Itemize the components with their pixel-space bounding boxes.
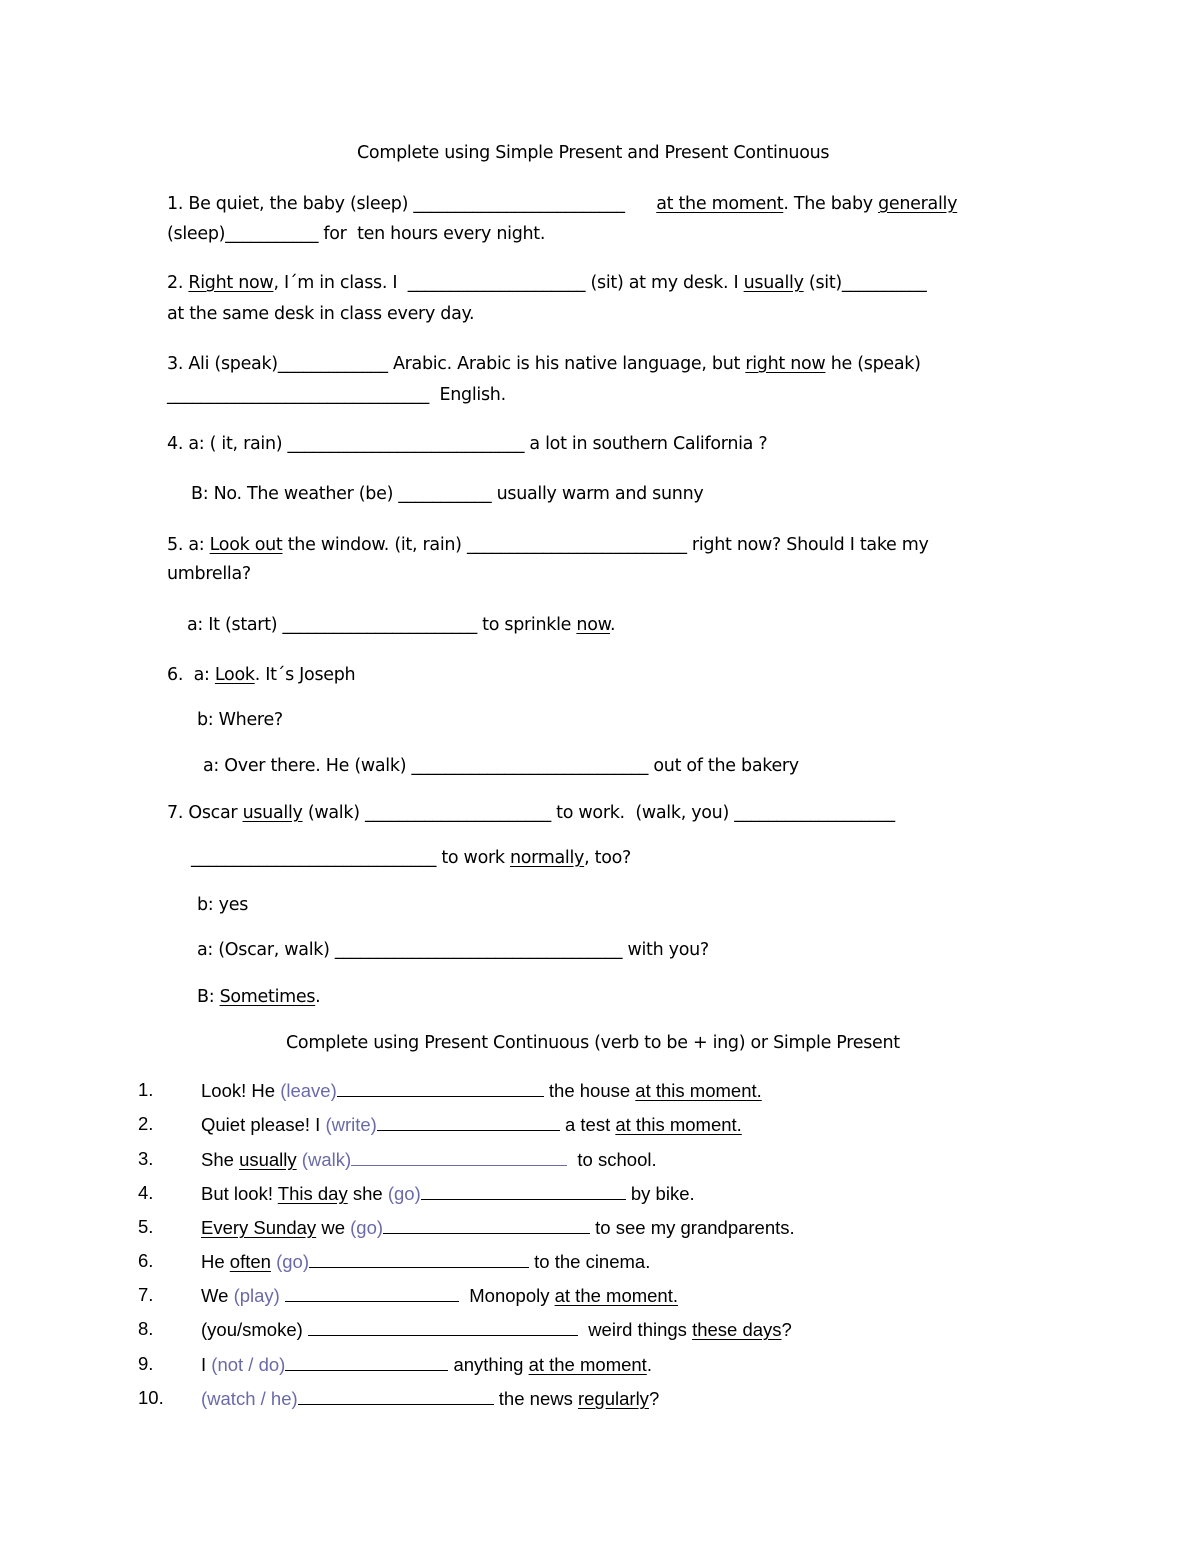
q7-walk: (walk) xyxy=(302,803,365,823)
q5-blank-1[interactable]: __________________________ xyxy=(466,535,687,555)
item-4-text: But look! xyxy=(201,1183,278,1204)
item-1-hint: (leave) xyxy=(280,1080,337,1101)
q5c-text-2: to sprinkle xyxy=(476,615,577,635)
q7-sometimes: Sometimes xyxy=(219,987,316,1007)
q7-text: 7. Oscar xyxy=(167,803,243,823)
q5-line1 xyxy=(167,533,929,557)
item-1-number: 1. xyxy=(138,1079,154,1100)
q3-speak: he (speak) xyxy=(825,354,921,374)
item-7-hint: (play) xyxy=(233,1285,280,1306)
q7d-text-2: with you? xyxy=(622,940,709,960)
q5-look-out: Look out xyxy=(209,535,283,555)
q6c-text: a: Over there. He (walk) xyxy=(203,756,412,776)
q3-line2 xyxy=(167,383,506,407)
q6c-text-2: out of the bakery xyxy=(648,756,799,776)
q7b-text: to work xyxy=(436,848,510,868)
item-8-text: (you/smoke) xyxy=(201,1319,308,1340)
item-9-period: . xyxy=(646,1354,652,1375)
section1-title: Complete using Simple Present and Present Continuous xyxy=(357,143,830,163)
q5-num: 5. a: xyxy=(167,535,210,555)
item-7 xyxy=(201,1283,678,1308)
item-2-hint: (write) xyxy=(325,1114,377,1135)
q6-line3 xyxy=(203,754,799,778)
q3-line1 xyxy=(167,352,921,376)
q6-look: Look xyxy=(214,665,255,685)
q7e-b: B: xyxy=(197,987,220,1007)
q7-line5 xyxy=(197,985,320,1009)
q5-line3 xyxy=(187,613,615,637)
q1-text: 1. Be quiet, the baby (sleep) xyxy=(167,194,414,214)
item-9-text: I xyxy=(201,1354,212,1375)
q2-blank-1[interactable]: _____________________ xyxy=(407,273,586,293)
item-2 xyxy=(201,1112,742,1137)
item-6 xyxy=(201,1249,650,1274)
q7-blank-4[interactable]: __________________________________ xyxy=(334,940,623,960)
item-8-underlined: these days xyxy=(692,1319,782,1340)
item-8 xyxy=(201,1317,792,1342)
item-2-blank[interactable] xyxy=(377,1112,560,1131)
q2-text-2: (sit) at my desk. I xyxy=(585,273,744,293)
q4-text: 4. a: ( it, rain) xyxy=(167,434,288,454)
q6-blank[interactable]: ____________________________ xyxy=(411,756,649,776)
q3-english: English. xyxy=(428,385,506,405)
q1-generally: generally xyxy=(878,194,958,214)
q5-line2: umbrella? xyxy=(167,564,251,584)
item-9-blank[interactable] xyxy=(285,1352,448,1371)
q5c-text: a: It (start) xyxy=(187,615,283,635)
q3-blank-1[interactable]: _____________ xyxy=(277,354,388,374)
q1-text-3: for ten hours every night. xyxy=(318,224,546,244)
item-3-underlined: usually xyxy=(239,1149,297,1170)
item-2-text: Quiet please! I xyxy=(201,1114,326,1135)
item-9 xyxy=(201,1352,652,1377)
item-7-text-2: Monopoly xyxy=(458,1285,555,1306)
q1-text-2: . The baby xyxy=(783,194,879,214)
item-3-text: She xyxy=(201,1149,240,1170)
item-5-number: 5. xyxy=(138,1216,154,1237)
item-1 xyxy=(201,1078,762,1103)
item-6-underlined: often xyxy=(229,1251,271,1272)
q4-blank-1[interactable]: ____________________________ xyxy=(287,434,525,454)
item-10-number: 10. xyxy=(138,1387,164,1408)
q2-text: , I´m in class. I xyxy=(273,273,408,293)
q7-line1 xyxy=(167,801,895,825)
q1-sleep: (sleep) xyxy=(167,224,226,244)
q4-blank-2[interactable]: ___________ xyxy=(398,484,492,504)
q5-blank-2[interactable]: _______________________ xyxy=(282,615,477,635)
q7-line2 xyxy=(191,846,631,870)
q1-blank-1[interactable]: _________________________ xyxy=(413,194,625,214)
q5c-period: . xyxy=(610,615,616,635)
q7b-text-2: , too? xyxy=(584,848,631,868)
item-3-text-2: to school. xyxy=(567,1149,657,1170)
q4b-text-2: usually warm and sunny xyxy=(491,484,704,504)
q1-line1 xyxy=(167,192,957,216)
q3-right-now: right now xyxy=(745,354,826,374)
q2-sit: (sit) xyxy=(803,273,842,293)
item-4 xyxy=(201,1181,695,1206)
item-7-blank[interactable] xyxy=(285,1283,459,1302)
item-8-number: 8. xyxy=(138,1318,154,1339)
q7-blank-3[interactable]: _____________________________ xyxy=(191,848,437,868)
q2-line2: at the same desk in class every day. xyxy=(167,304,475,324)
item-4-blank[interactable] xyxy=(421,1181,626,1200)
item-1-blank[interactable] xyxy=(337,1078,544,1097)
item-7-underlined: at the moment. xyxy=(554,1285,679,1306)
item-10-text: the news xyxy=(493,1388,578,1409)
q4b-text: B: No. The weather (be) xyxy=(191,484,399,504)
item-10 xyxy=(201,1386,659,1411)
q5-now: now xyxy=(576,615,611,635)
item-6-number: 6. xyxy=(138,1250,154,1271)
item-4-text-3: by bike. xyxy=(625,1183,695,1204)
item-4-underlined: This day xyxy=(277,1183,348,1204)
q3-blank-2[interactable]: _______________________________ xyxy=(167,385,429,405)
item-4-number: 4. xyxy=(138,1182,154,1203)
item-9-hint: (not / do) xyxy=(211,1354,286,1375)
q1-blank-2[interactable]: ___________ xyxy=(225,224,319,244)
q5-text: the window. (it, rain) xyxy=(282,535,467,555)
q2-line1 xyxy=(167,271,926,295)
q5-text-2: right now? Should I take my xyxy=(686,535,929,555)
q4-text-2: a lot in southern California ? xyxy=(524,434,768,454)
q6-num: 6. a: xyxy=(167,665,215,685)
item-10-blank[interactable] xyxy=(298,1386,494,1405)
q7-normally: normally xyxy=(509,848,585,868)
q1-line2 xyxy=(167,222,545,246)
q3-text-2: Arabic. Arabic is his native language, but xyxy=(387,354,746,374)
item-6-blank[interactable] xyxy=(309,1249,529,1268)
item-2-text-2: a test xyxy=(559,1114,616,1135)
item-10-hint: (watch / he) xyxy=(201,1388,298,1409)
item-6-text-2: to the cinema. xyxy=(529,1251,651,1272)
item-2-underlined: at this moment. xyxy=(615,1114,742,1135)
item-5-text-2: to see my grandparents. xyxy=(590,1217,795,1238)
item-1-underlined: at this moment. xyxy=(635,1080,762,1101)
q4-line2 xyxy=(191,482,703,506)
item-9-underlined: at the moment xyxy=(528,1354,647,1375)
item-3-hint: (walk) xyxy=(301,1149,352,1170)
item-8-question: ? xyxy=(781,1319,792,1340)
q2-usually: usually xyxy=(743,273,804,293)
item-6-hint: (go) xyxy=(276,1251,309,1272)
q7-text-2: to work. (walk, you) xyxy=(550,803,735,823)
item-3-number: 3. xyxy=(138,1148,154,1169)
item-4-hint: (go) xyxy=(387,1183,421,1204)
q7d-text: a: (Oscar, walk) xyxy=(197,940,335,960)
item-7-text: We xyxy=(201,1285,234,1306)
q7e-period: . xyxy=(315,987,321,1007)
item-5-blank[interactable] xyxy=(383,1215,590,1234)
q7-line3: b: yes xyxy=(197,895,249,915)
item-9-number: 9. xyxy=(138,1353,154,1374)
item-8-blank[interactable] xyxy=(308,1317,578,1336)
item-8-text-2: weird things xyxy=(577,1319,693,1340)
item-1-text-2: the house xyxy=(543,1080,636,1101)
q6-line1 xyxy=(167,663,355,687)
item-7-number: 7. xyxy=(138,1284,154,1305)
q4-line1 xyxy=(167,432,767,456)
item-5-underlined: Every Sunday xyxy=(201,1217,317,1238)
item-4-text-2: she xyxy=(347,1183,388,1204)
q2-num: 2. xyxy=(167,273,189,293)
item-9-text-2: anything xyxy=(448,1354,529,1375)
item-10-question: ? xyxy=(648,1388,660,1409)
q2-blank-2[interactable]: __________ xyxy=(841,273,927,293)
item-5 xyxy=(201,1215,795,1240)
item-5-hint: (go) xyxy=(350,1217,384,1238)
q7-blank-2[interactable]: ___________________ xyxy=(734,803,895,823)
item-3 xyxy=(201,1147,657,1172)
q6-text: . It´s Joseph xyxy=(254,665,356,685)
q6-line2: b: Where? xyxy=(197,710,283,730)
item-10-underlined: regularly xyxy=(577,1388,649,1409)
q7-usually: usually xyxy=(242,803,303,823)
section2-title: Complete using Present Continuous (verb to be + ing) or Simple Present xyxy=(286,1033,900,1053)
q1-at-the-moment: at the moment xyxy=(656,194,784,214)
item-3-blank[interactable] xyxy=(351,1147,567,1166)
q2-right-now: Right now xyxy=(188,273,274,293)
q7-blank-1[interactable]: ______________________ xyxy=(365,803,551,823)
item-1-text: Look! He xyxy=(201,1080,281,1101)
q3-text: 3. Ali (speak) xyxy=(167,354,278,374)
q7-line4 xyxy=(197,938,709,962)
item-6-text: He xyxy=(201,1251,230,1272)
item-2-number: 2. xyxy=(138,1113,154,1134)
item-5-text: we xyxy=(316,1217,351,1238)
